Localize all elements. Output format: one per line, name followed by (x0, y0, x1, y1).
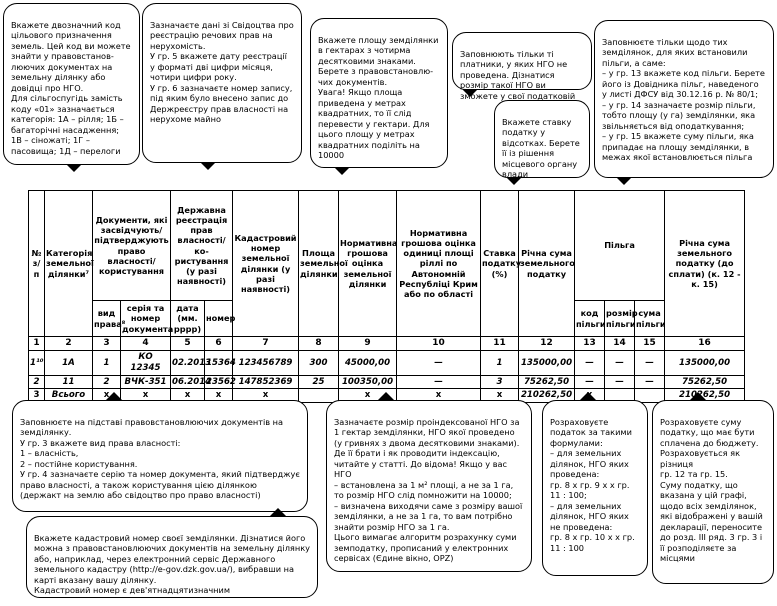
column-number: 13 (575, 337, 605, 351)
table-cell: Всього (45, 389, 93, 403)
column-number: 6 (205, 337, 233, 351)
callout-area (310, 18, 448, 168)
table-cell: 135000,00 (665, 351, 745, 375)
table-cell: 300 (299, 351, 339, 375)
callout-pointer (106, 384, 122, 400)
land-tax-table (28, 190, 745, 403)
column-number: 3 (93, 337, 121, 351)
callout-pointer (580, 384, 596, 400)
callout-text: Вкажете площу земділянки в гектарах з чотирма десятковими знаками. Берете з правовстановлю-чих документів. Увага! Якщо площа приведена у метрах квадратних, то її слід перевести у гектари. Для цього площу у метрах квадратних поділіть на 10000 (318, 34, 439, 160)
table-cell: 1 (93, 351, 121, 375)
column-number: 5 (171, 337, 205, 351)
column-number: 7 (233, 337, 299, 351)
table-cell: 23562 (205, 375, 233, 389)
header-doc-type: вид права⁸ (93, 301, 121, 337)
table-cell: — (575, 375, 605, 389)
callout-benefit (594, 20, 774, 178)
table-cell: 100350,00 (339, 375, 397, 389)
callout-tax-rate (494, 100, 590, 178)
table-cell: 1¹⁰ (29, 351, 45, 375)
table-cell: х (233, 389, 299, 403)
callout-text: Вкажете ставку податку у відсотках. Берете її із рішення місцевого органу влади (502, 116, 580, 179)
callout-pointer (462, 89, 478, 105)
header-category: Категорія земельної ділянки⁷ (45, 191, 93, 337)
header-cadastral: Кадастровий номер земельної ділянки (у разі наявності) (233, 191, 299, 337)
header-benefit-code: код пільги (575, 301, 605, 337)
header-benefit: Пільга (575, 191, 665, 301)
callout-pointer (690, 384, 706, 400)
table-cell: х (397, 389, 481, 403)
callout-text: Розраховуєте суму податку, що має бути сплачена до бюджету. Розраховується як різниця гр. 12 та гр. 15. Суму податку, що вказана у цій графі, щодо всіх земділянок, які відображені у вашій декларації, переносите до розд. III ряд. 3 гр. 3 і її розподіляєте за місцями (660, 416, 763, 563)
header-reg-date: дата (мм. рррр) (171, 301, 205, 337)
column-number: 4 (121, 337, 171, 351)
header-ngo: Нормативна грошова оцінка земельної ділянки (339, 191, 397, 337)
header-documents: Документи, які засвідчують/ підтверджують право власності/ користування (93, 191, 171, 301)
table-cell: КО 12345 (121, 351, 171, 375)
table-cell: 210262,50 (665, 389, 745, 403)
table-cell: х (481, 389, 519, 403)
callout-cadastral-number (26, 516, 318, 598)
table-row (29, 351, 745, 375)
callout-text: Заповнюєте на підставі правовстановлюючих документів на земділянку. У гр. 3 вкажете вид права власності: 1 – власність, 2 – постійне користування. У гр. 4 зазначаєте серію та номер документа, який підтверджує право власності, а також користування цією ділянкою (держакт на землю або свідоцтво про право власності) (20, 416, 300, 500)
table-cell: 15364 (205, 351, 233, 375)
callout-tax-formula (542, 400, 648, 576)
column-number: 16 (665, 337, 745, 351)
table-cell: — (397, 375, 481, 389)
table-cell: х (93, 389, 121, 403)
column-number: 15 (635, 337, 665, 351)
callout-text: Вкажете кадастровий номер своєї земділянки. Дізнатися його можна з правовстановлюючих документів на земельну ділянку або, наприклад, через електронний сервіс Державного земельного кадастру (http://e-gov.dzk.gov.ua/), вибравши на карті вказану вашу ділянку. Кадастровий номер є дев'ятнадцятизначним (34, 532, 310, 595)
table-cell: х (339, 389, 397, 403)
table-cell: х (171, 389, 205, 403)
callout-text: Розраховуєте податок за такими формулами: – для земельних ділянок, НГО яких проведена: гр. 8 х гр. 9 х х гр. 11 : 100; – для земельних ділянок, НГО яких не проведена: гр. 8 х гр. 10 х х гр. 11 : 100 (550, 416, 635, 553)
column-number: 8 (299, 337, 339, 351)
column-number: 1 (29, 337, 45, 351)
table-cell: 210262,50 (519, 389, 575, 403)
column-number: 12 (519, 337, 575, 351)
table-cell: 75262,50 (519, 375, 575, 389)
table-cell: 2 (93, 375, 121, 389)
callout-state-registration (142, 3, 302, 163)
callout-category-code (3, 3, 140, 165)
callout-text: Вкажете двозначний код цільового призначення земель. Цей код ви можете знайти у правовстанов-люючих документах на земельну ділянку або довідці про НГО. Для сільгоспугідь замість коду «01» зазначається категорія: 1А – рілля; 1Б – багаторічні насадження; 1В – сіножаті; 1Г – пасовища; 1Д – перелоги (11, 19, 131, 156)
callout-pointer (270, 500, 286, 516)
header-rate: Ставка податку (%) (481, 191, 519, 337)
callout-text: Зазначаєте розмір проіндексованої НГО за 1 гектар земділянки, НГО якої проведено (у гривнях з двома десятковими знаками). Де її брати і як проводити індексацію, читайте у статті. До відома! Якщо у вас НГО – встановлена за 1 м² площі, а не за 1 га, то розмір НГО слід помножити на 10000; – визначена виходячи саме з розміру вашої земділянки, а не за 1 га, то вам потрібно знайти розмір НГО за 1 га. Цього вимагає алгоритм розрахунку суми земподатку, прописаний у електронних сервісах (Єдине вікно, OPZ) (334, 416, 523, 563)
table-cell: 45000,00 (339, 351, 397, 375)
table-cell: 06.2014 (171, 375, 205, 389)
callout-pointer (378, 384, 394, 400)
header-payable: Річна сума земельного податку (до сплати) (к. 12 - к. 15) (665, 191, 745, 337)
table-cell: — (605, 351, 635, 375)
column-number: 2 (45, 337, 93, 351)
header-ngo-unit: Нормативна грошова оцінка одиниці площі ріллі по Автономній Республіці Крим або по області (397, 191, 481, 337)
table-cell: 1 (481, 351, 519, 375)
callout-ngo-not-conducted (452, 32, 592, 101)
table-cell: — (605, 375, 635, 389)
table-cell: х (121, 389, 171, 403)
header-area: Площа земельної ділянки (299, 191, 339, 337)
table-cell: 1А (45, 351, 93, 375)
table-cell: 02.2013 (171, 351, 205, 375)
table-cell: 3 (29, 389, 45, 403)
header-benefit-size: розмір пільги (605, 301, 635, 337)
table-cell: — (635, 375, 665, 389)
table-cell: 3 (481, 375, 519, 389)
table-cell: 2 (29, 375, 45, 389)
callout-pointer (66, 164, 82, 180)
callout-pointer (334, 167, 350, 183)
table-cell: — (575, 351, 605, 375)
callout-ownership-documents (12, 400, 308, 512)
column-number: 10 (397, 337, 481, 351)
header-registration: Державна реєстрація прав власності/ко-ристування (у разі наявності) (171, 191, 233, 301)
column-number: 11 (481, 337, 519, 351)
table-cell: — (397, 351, 481, 375)
table-cell: 147852369 (233, 375, 299, 389)
header-number: № з/п (29, 191, 45, 337)
column-number: 9 (339, 337, 397, 351)
table-cell: — (635, 351, 665, 375)
header-doc-series: серія та номер документа (121, 301, 171, 337)
table-cell: 123456789 (233, 351, 299, 375)
header-benefit-sum: сума пільги (635, 301, 665, 337)
table-cell: х (205, 389, 233, 403)
column-number: 14 (605, 337, 635, 351)
callout-text: Заповнюють тільки ті платники, у яких НГО не проведена. Дізнатися розмір такої НГО ви зможете у свої податковій (460, 48, 576, 101)
table-cell: 75262,50 (665, 375, 745, 389)
table-cell: 25 (299, 375, 339, 389)
callout-text: Зазначаєте дані зі Свідоцтва про реєстрацію речових прав на нерухомість. У гр. 5 вкажете дату реєстрації у форматі дві цифри місяця, чотири цифри року. У гр. 6 зазначаєте номер запису, під яким було внесено запис до Держреєстру прав власності на нерухоме майно (150, 19, 294, 124)
header-reg-number: номер (205, 301, 233, 337)
table-cell: 11 (45, 375, 93, 389)
callout-text: Заповнюєте тільки щодо тих земділянок, для яких встановили пільги, а саме: – у гр. 13 вкажете код пільги. Берете його із Довідника пільг, наведеного у листі ДФСУ від 30.12.16 р. № 80/1; – у гр. 14 зазначаєте розмір пільги, тобто площу (у га) земділянки, яка звільняється від оподаткування; – у гр. 15 вкажете суму пільги, яка припадає на площу земділянки, в межах якої встановлюється пільга (602, 36, 765, 162)
column-numbers-row (29, 337, 745, 351)
table-cell: 135000,00 (519, 351, 575, 375)
table-cell: ВЧК-351 (121, 375, 171, 389)
callout-payable-tax (652, 400, 774, 584)
table-cell: х (575, 389, 605, 403)
callout-indexed-ngo (326, 400, 532, 572)
callout-pointer (200, 162, 216, 178)
header-annual-tax: Річна сума земельного податку (519, 191, 575, 337)
